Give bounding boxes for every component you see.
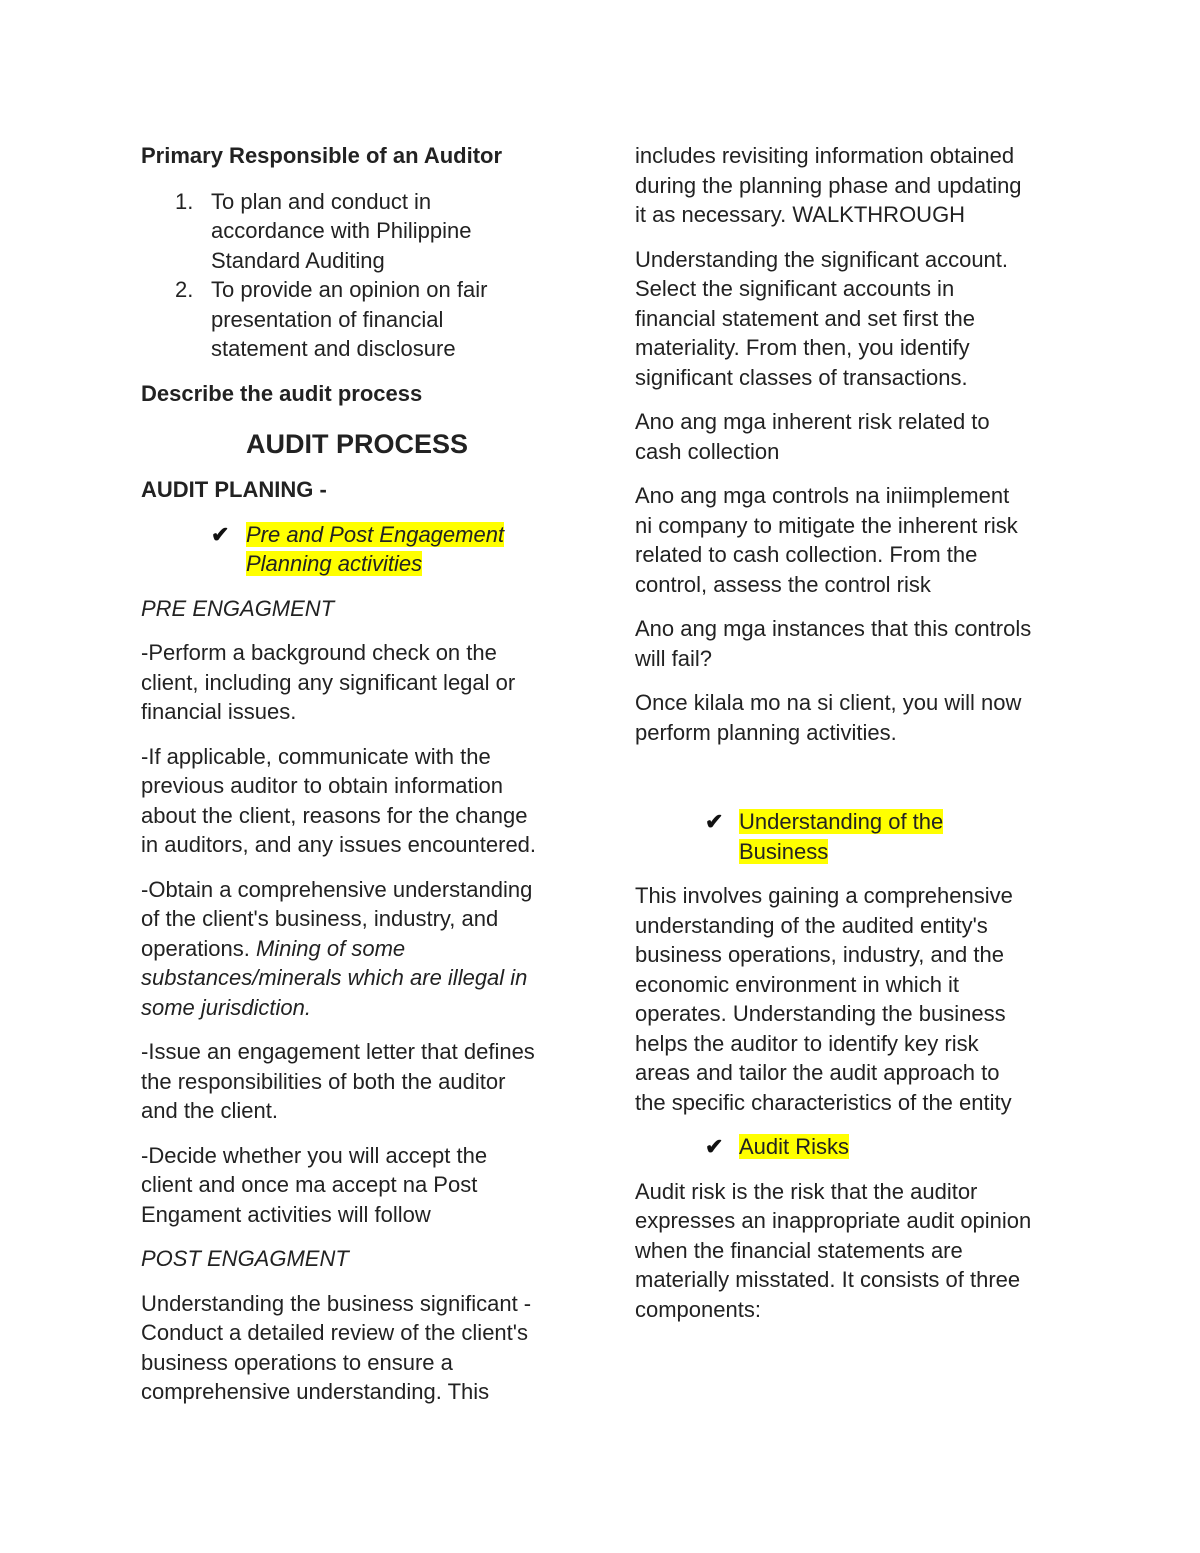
text-line: during the planning phase and updating	[635, 172, 1022, 198]
text-line: it as necessary. WALKTHROUGH	[635, 202, 966, 227]
text-line: client and once ma accept na Post	[141, 1172, 478, 1197]
text-line: Select the significant accounts in	[635, 276, 955, 301]
text-line: Ano ang mga inherent risk related to	[635, 409, 990, 434]
text-line: materiality. From then, you identify	[635, 335, 970, 360]
checklist-audit-risks: ✔ Audit Risks	[635, 1132, 1067, 1162]
checkmark-icon: ✔	[705, 809, 724, 834]
text-line: economic environment in which it	[635, 971, 960, 997]
text-line: cash collection	[635, 438, 780, 464]
paragraph-background-check	[141, 638, 573, 727]
text-line: components:	[635, 1296, 761, 1322]
text-line: the specific characteristics of the entity	[635, 1089, 1012, 1115]
list-number: 2.	[175, 277, 194, 302]
paragraph-engagement-letter	[141, 1037, 573, 1126]
list-item: 1. To plan and conduct in accordance with Philippine Standard Auditing	[175, 188, 472, 273]
text-line: some jurisdiction.	[141, 994, 311, 1020]
heading-describe-audit: Describe the audit process	[141, 380, 423, 406]
paragraph-audit-risk	[635, 1177, 1067, 1325]
text-line: perform planning activities.	[635, 719, 897, 745]
paragraph-decide-accept	[141, 1141, 573, 1230]
text-line: -Perform a background check on the	[141, 640, 497, 665]
text-line: client, including any significant legal or	[141, 669, 516, 695]
text-line: Understanding the significant account.	[635, 246, 1009, 272]
pre-engagment-label: PRE ENGAGMENT	[141, 595, 335, 621]
paragraph-instances	[635, 614, 1067, 673]
checklist-understanding-business: ✔ Understanding of the Business	[705, 809, 944, 864]
left-column	[141, 141, 573, 1422]
text-line: in auditors, and any issues encountered.	[141, 832, 537, 857]
text-line: about the client, reasons for the change	[141, 802, 528, 828]
text-line: -Obtain a comprehensive understanding	[141, 876, 533, 902]
text-line: -Issue an engagement letter that defines	[141, 1039, 535, 1064]
paragraph-understanding-business	[141, 1289, 573, 1407]
post-engagment-label: POST ENGAGMENT	[141, 1246, 349, 1271]
text-line: operations.	[141, 935, 256, 961]
audit-process-title: AUDIT PROCESS	[245, 429, 469, 459]
responsibility-list	[141, 187, 573, 364]
text-line: ni company to mitigate the inherent risk	[635, 512, 1018, 538]
text-line: includes revisiting information obtained	[635, 143, 1015, 168]
text-line: the responsibilities of both the auditor	[141, 1068, 506, 1094]
paragraph-significant-account	[635, 245, 1067, 393]
text-line: expresses an inappropriate audit opinion	[635, 1208, 1032, 1233]
text-line: Once kilala mo na si client, you will now	[635, 690, 1022, 715]
paragraph-controls	[635, 481, 1067, 599]
text-line: Understanding the business significant -	[141, 1290, 532, 1316]
text-line: of the client's business, industry, and	[141, 906, 499, 931]
text-line: Engament activities will follow	[141, 1201, 431, 1227]
heading-primary-responsible: Primary Responsible of an Auditor	[141, 143, 503, 168]
checklist-pre-post-engagement: ✔ Pre and Post Engagement Planning activities	[211, 521, 505, 576]
text-line: financial statement and set first the	[635, 305, 975, 331]
list-number: 1.	[175, 188, 194, 214]
text-line: comprehensive understanding. This	[141, 1379, 490, 1404]
list-item: 2. To provide an opinion on fair presentation of financial statement and disclosure	[175, 277, 488, 361]
paragraph-inherent-risk	[635, 407, 1067, 466]
text-line: Ano ang mga instances that this controls	[635, 616, 1032, 641]
text-line: Mining of some	[255, 935, 406, 961]
text-line: -If applicable, communicate with the	[141, 743, 491, 769]
text-line: Ano ang mga controls na iniimplement	[635, 483, 1010, 508]
right-column	[635, 141, 1067, 1339]
text-line: operates. Understanding the business	[635, 1001, 1006, 1026]
paragraph-once-kilala	[635, 688, 1067, 747]
text-line: related to cash collection. From the	[635, 542, 978, 567]
text-line: will fail?	[635, 645, 713, 671]
text-line: areas and tailor the audit approach to	[635, 1060, 1000, 1085]
text-line: business operations to ensure a	[141, 1349, 453, 1375]
paragraph-obtain-understanding	[141, 875, 573, 1023]
text-line: when the financial statements are	[635, 1237, 963, 1263]
text-line: -Decide whether you will accept the	[141, 1142, 488, 1168]
text-line: materially misstated. It consists of three	[635, 1267, 1021, 1292]
checkmark-icon: ✔	[705, 1134, 724, 1159]
checkmark-icon: ✔	[211, 521, 230, 547]
heading-audit-planing: AUDIT PLANING -	[141, 477, 327, 502]
text-line: and the client.	[141, 1098, 278, 1123]
text-line: significant classes of transactions.	[635, 364, 968, 390]
text-line: Audit risk is the risk that the auditor	[635, 1178, 978, 1204]
text-line: substances/minerals which are illegal in	[141, 965, 528, 990]
paragraph-includes-revisiting	[635, 141, 1067, 230]
text-line: Conduct a detailed review of the client's	[141, 1320, 528, 1345]
paragraph-involves	[635, 881, 1067, 1117]
text-line: financial issues.	[141, 699, 297, 724]
text-line: understanding of the audited entity's	[635, 912, 988, 938]
text-line: helps the auditor to identify key risk	[635, 1030, 979, 1056]
paragraph-previous-auditor	[141, 742, 573, 860]
text-line: previous auditor to obtain information	[141, 773, 503, 798]
text-line: business operations, industry, and the	[635, 942, 1004, 967]
text-line: control, assess the control risk	[635, 571, 931, 597]
text-line: This involves gaining a comprehensive	[635, 883, 1013, 908]
